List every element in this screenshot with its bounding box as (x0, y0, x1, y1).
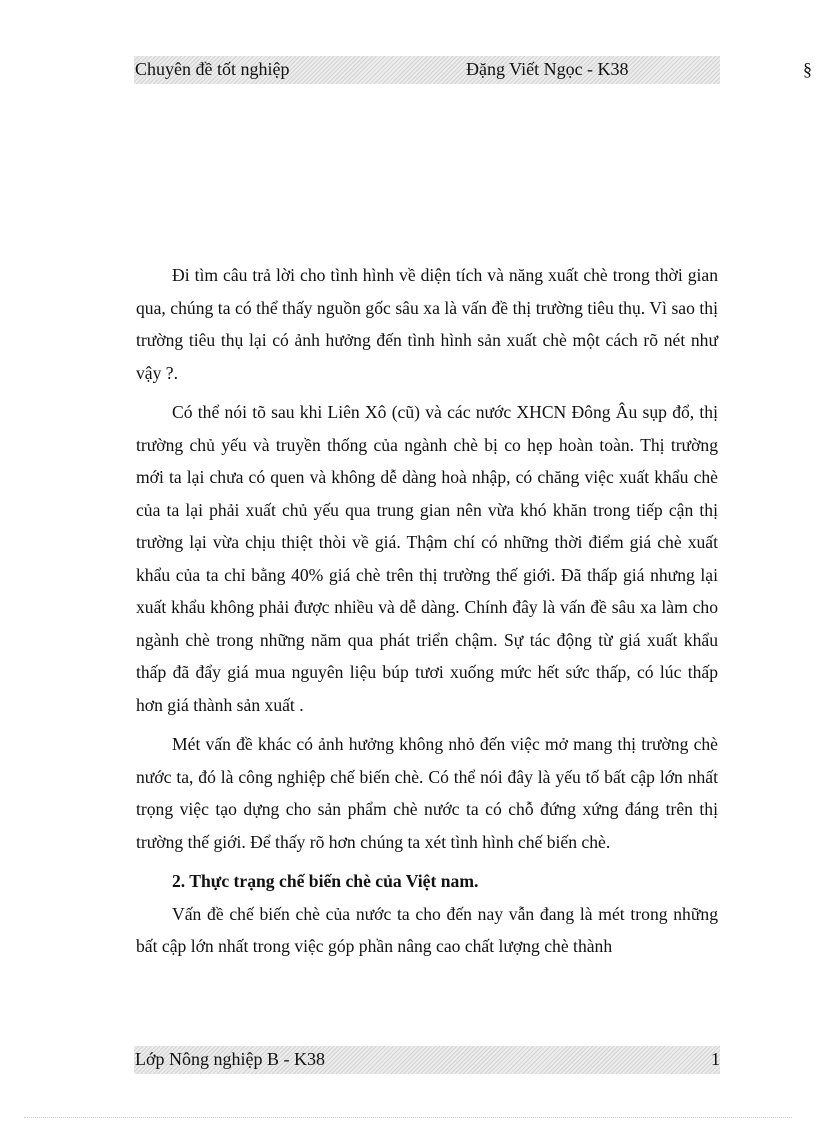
header-author: Đặng Viết Ngọc - K38 (466, 59, 629, 79)
paragraph: Mét vấn đề khác có ảnh hưởng không nhỏ đến việc mở mang thị trường chè nước ta, đó là công nghiệp chế biến chè. Có thể nói đây là yếu tố bất cập lớn nhất trọng việc tạo dựng cho sản phẩm chè nước ta có chỗ đứng xứng đáng trên thị trường thế giới. Để thấy rõ hơn chúng ta xét tình hình chế biến chè. (136, 734, 718, 852)
footer-class-label: Lớp Nông nghiệp B - K38 (135, 1049, 326, 1069)
paragraph: Có thể nói tõ sau khi Liên Xô (cũ) và các nước XHCN Đông Âu sụp đổ, thị trường chủ yếu và truyền thống của ngành chè bị co hẹp hoàn toàn. Thị trường mới ta lại chưa có quen và không dễ dàng hoà nhập, có chăng việc xuất khẩu chè của ta lại phải xuất chủ yếu qua trung gian nên vừa khó khăn trong tiếp cận thị trường lại vừa chịu thiệt thòi về giá. Thậm chí có những thời điểm giá chè xuất khẩu của ta chỉ bằng 40% giá chè trên thị trường thế giới. Đã thấp giá nhưng lại xuất khẩu không phải được nhiều và dễ dàng. Chính đây là vấn đề sâu xa làm cho ngành chè trong những năm qua phát triển chậm. Sự tác động từ giá xuất khẩu thấp đã đẩy giá mua nguyên liệu búp tươi xuống mức hết sức thấp, có lúc thấp hơn giá thành sản xuất . (136, 402, 718, 715)
paragraph: Đi tìm câu trả lời cho tình hình về diện tích và năng xuất chè trong thời gian qua, chúng ta có thể thấy nguồn gốc sâu xa là vấn đề thị trường tiêu thụ. Vì sao thị trường tiêu thụ lại có ảnh hưởng đến tình hình sản xuất chè một cách rõ nét như vậy ?. (136, 265, 718, 383)
header-title: Chuyên đề tốt nghiệp (135, 59, 290, 79)
page-number: 1 (711, 1049, 720, 1069)
section-mark: § (803, 59, 812, 79)
section-heading: 2. Thực trạng chế biến chè của Việt nam. (172, 871, 479, 891)
page-bottom-divider (24, 1117, 792, 1118)
paragraph: Vấn đề chế biến chè của nước ta cho đến nay vẫn đang là mét trong những bất cập lớn nhất trong việc góp phần nâng cao chất lượng chè thành (136, 903, 718, 956)
document-body (136, 259, 718, 963)
